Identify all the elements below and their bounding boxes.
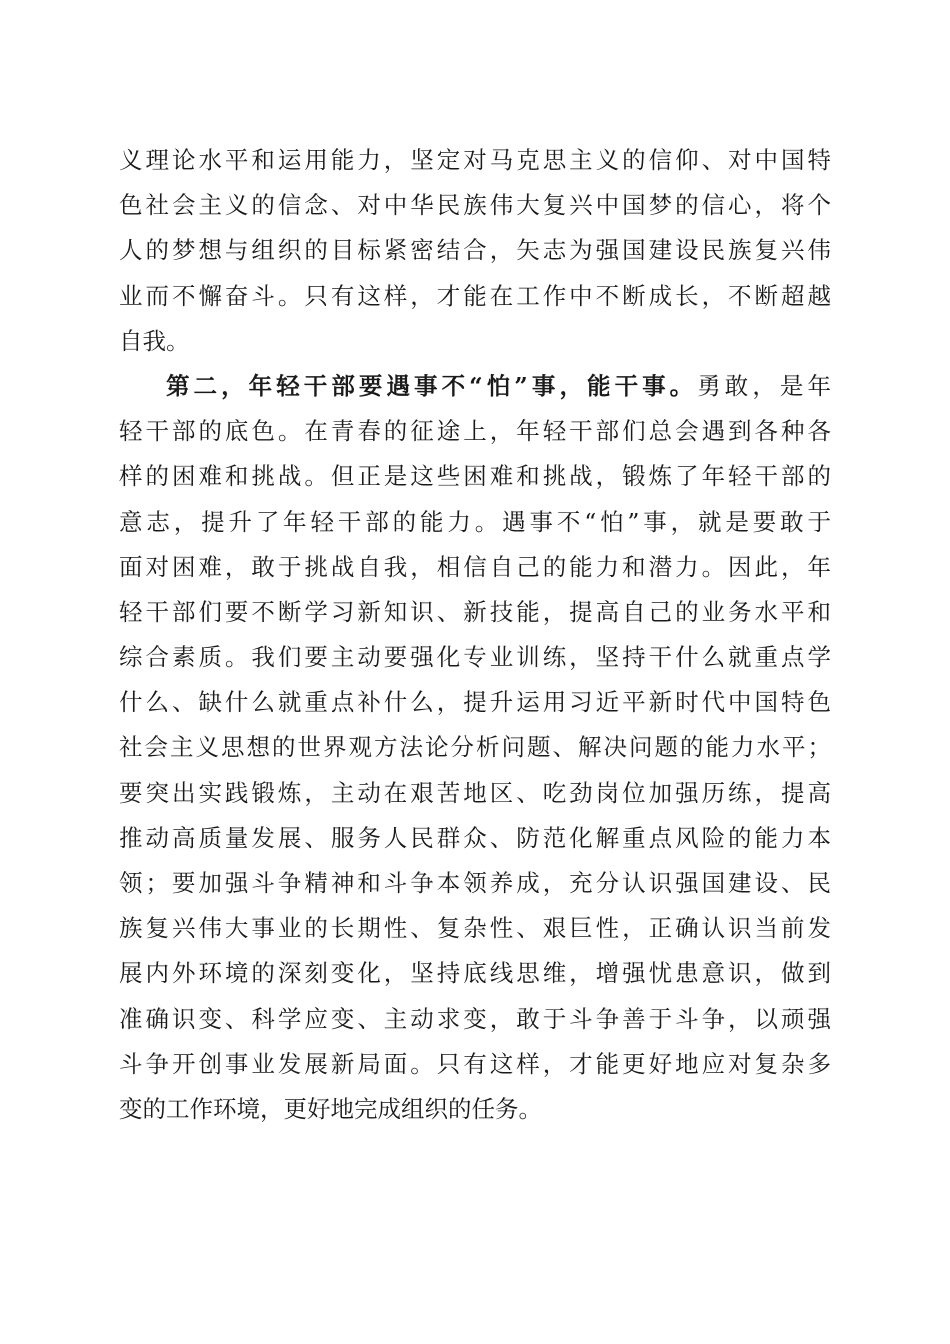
paragraph-line-fragment: 勇敢，是年 [697,371,831,400]
paragraph-line: 意志，提升了年轻干部的能力。遇事不“怕”事，就是要敢于 [119,507,831,536]
paragraph-line: 轻干部们要不断学习新知识、新技能，提高自己的业务水平和 [119,597,831,626]
document-body [119,138,831,1132]
paragraph-line: 社会主义思想的世界观方法论分析问题、解决问题的能力水平； [119,733,831,762]
paragraph-line: 自我。 [119,326,190,355]
paragraph-line: 推动高质量发展、服务人民群众、防范化解重点风险的能力本 [119,823,831,852]
paragraph-line: 人的梦想与组织的目标紧密结合，矢志为强国建设民族复兴伟 [119,236,831,265]
paragraph-line: 轻干部的底色。在青春的征途上，年轻干部们总会遇到各种各 [119,417,831,446]
paragraph-line: 领；要加强斗争精神和斗争本领养成，充分认识强国建设、民 [119,869,831,897]
paragraph-first-line [119,364,831,409]
paragraph-line: 样的困难和挑战。但正是这些困难和挑战，锻炼了年轻干部的 [119,462,831,491]
paragraph-line: 准确识变、科学应变、主动求变，敢于斗争善于斗争，以顽强 [119,1004,831,1033]
paragraph-line: 族复兴伟大事业的长期性、复杂性、艰巨性，正确认识当前发 [119,914,831,943]
paragraph-line: 综合素质。我们要主动要强化专业训练，坚持干什么就重点学 [119,643,831,672]
paragraph-line: 展内外环境的深刻变化，坚持底线思维，增强忧患意识，做到 [119,959,831,988]
paragraph-line: 面对困难，敢于挑战自我，相信自己的能力和潜力。因此，年 [119,552,831,581]
section-heading: 第二，年轻干部要遇事不“怕”事，能干事。 [166,371,698,400]
paragraph-line: 什么、缺什么就重点补什么，提升运用习近平新时代中国特色 [119,688,831,717]
paragraph-line: 变的工作环境，更好地完成组织的任务。 [119,1094,542,1123]
paragraph-line: 斗争开创事业发展新局面。只有这样，才能更好地应对复杂多 [119,1049,831,1078]
paragraph-line: 要突出实践锻炼，主动在艰苦地区、吃劲岗位加强历练，提高 [119,778,831,807]
paragraph-2 [119,364,831,1132]
paragraph-line: 色社会主义的信念、对中华民族伟大复兴中国梦的信心，将个 [119,191,831,220]
paragraph-1 [119,138,831,364]
paragraph-line: 业而不懈奋斗。只有这样，才能在工作中不断成长，不断超越 [119,281,831,310]
paragraph-line: 义理论水平和运用能力，坚定对马克思主义的信仰、对中国特 [119,146,831,174]
